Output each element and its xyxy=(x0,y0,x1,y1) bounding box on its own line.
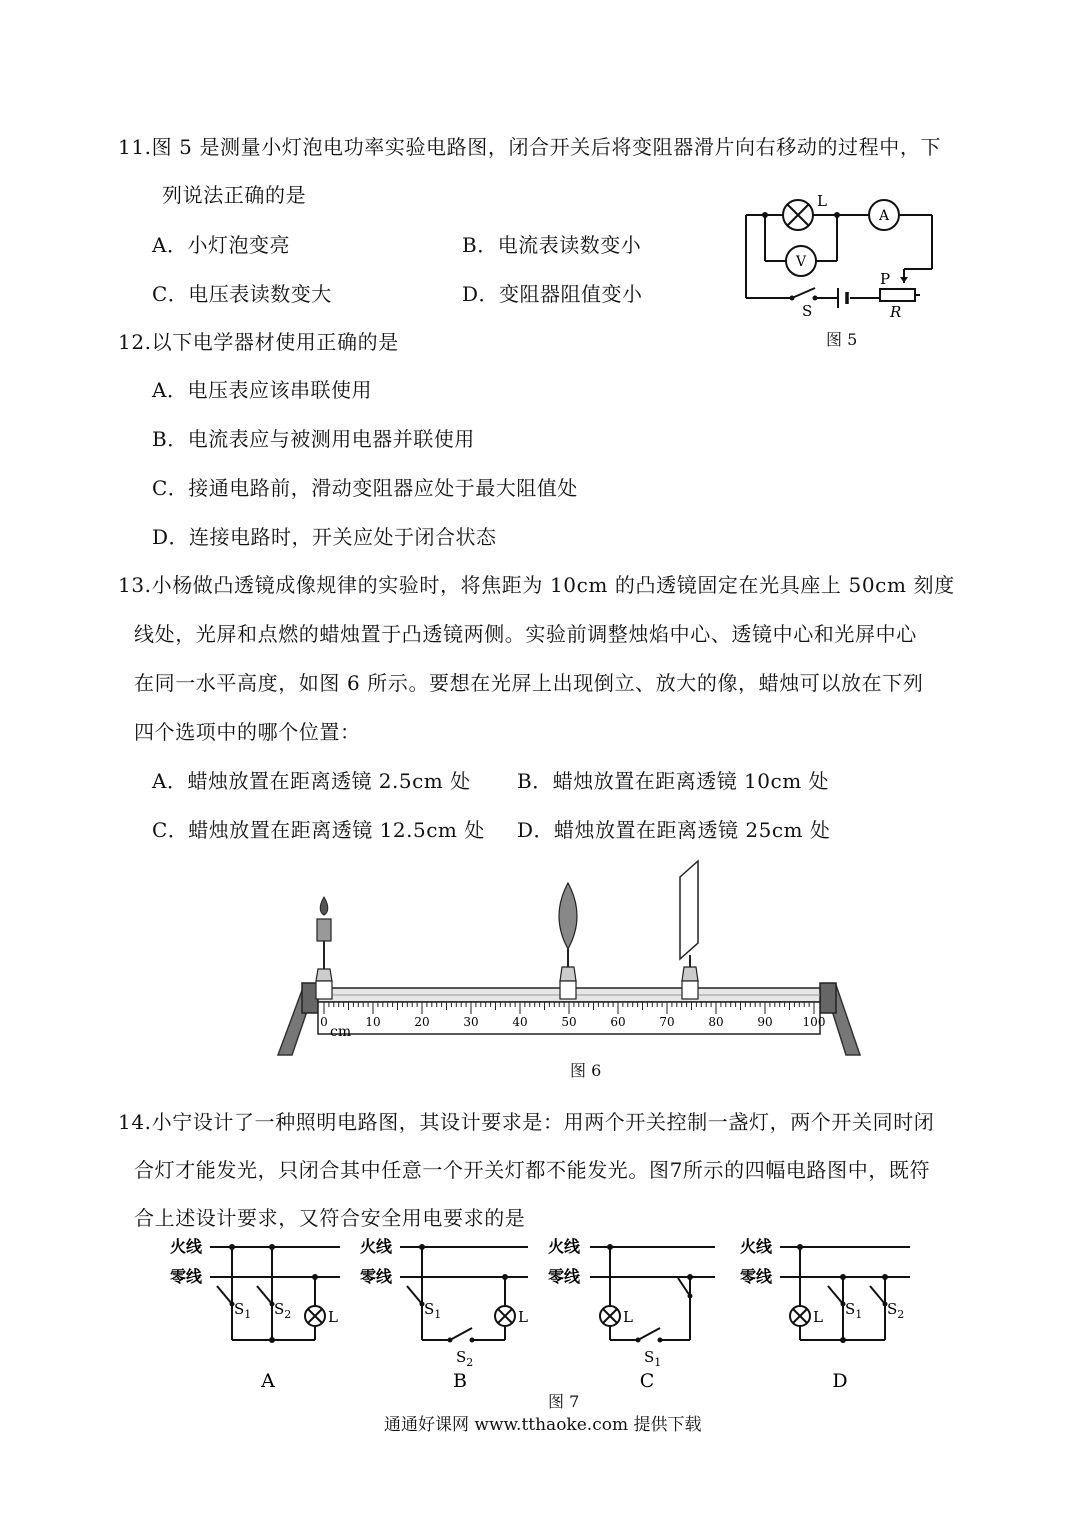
fig7-a-s1: $S_1$ xyxy=(234,1300,252,1321)
scale-label: 40 xyxy=(512,1015,528,1029)
scale-label: 60 xyxy=(610,1015,626,1029)
q13-option-c: C．蜡烛放置在距离透镜 12.5cm 处 xyxy=(152,818,485,842)
q14-stem-line3: 合上述设计要求，又符合安全用电要求的是 xyxy=(134,1206,526,1230)
q11-stem-line1: 11.图 5 是测量小灯泡电功率实验电路图，闭合开关后将变阻器滑片向右移动的过程中，下 xyxy=(118,135,942,159)
fig7-d-neutral-label: 零线 xyxy=(740,1267,773,1286)
scale-label: 90 xyxy=(757,1015,773,1029)
scale-label: 10 xyxy=(365,1015,381,1029)
q13-stem-line3: 在同一水平高度，如图 6 所示。要想在光屏上出现倒立、放大的像，蜡烛可以放在下列 xyxy=(134,671,924,695)
q13-stem-line1: 13.小杨做凸透镜成像规律的实验时，将焦距为 10cm 的凸透镜固定在光具座上 50cm 刻度 xyxy=(118,573,955,597)
q12-option-d: D．连接电路时，开关应处于闭合状态 xyxy=(152,525,497,549)
q13-stem-line2: 线处，光屏和点燃的蜡烛置于凸透镜两侧。实验前调整烛焰中心、透镜中心和光屏中心 xyxy=(134,622,917,646)
fig7-b-live-label: 火线 xyxy=(360,1237,393,1256)
figure-6-caption: 图 6 xyxy=(570,1061,602,1080)
scale-label: 30 xyxy=(463,1015,479,1029)
q11-option-b: B．电流表读数变小 xyxy=(462,233,642,257)
convex-lens-icon xyxy=(559,883,577,999)
fig5-slider-label: P xyxy=(880,270,891,288)
fig5-voltmeter-label: V xyxy=(795,254,807,270)
q13-option-b: B．蜡烛放置在距离透镜 10cm 处 xyxy=(517,769,830,793)
q11-stem-line2: 列说法正确的是 xyxy=(162,183,307,207)
fig7-a-neutral-label: 零线 xyxy=(170,1267,203,1286)
fig7-c-live-label: 火线 xyxy=(548,1237,581,1256)
fig7-b-s2: $S_2$ xyxy=(456,1348,474,1369)
fig7-panel-b-label: B xyxy=(453,1370,467,1392)
fig7-panel-d-label: D xyxy=(832,1370,848,1392)
figure-6-optical-bench xyxy=(270,855,870,1065)
fig7-d-live-label: 火线 xyxy=(740,1237,773,1256)
q13-stem-line4: 四个选项中的哪个位置： xyxy=(134,720,361,744)
q11-option-c: C．电压表读数变大 xyxy=(152,282,332,306)
scale-label: 20 xyxy=(414,1015,430,1029)
fig7-c-s1: $S_1$ xyxy=(644,1348,662,1369)
fig7-b-s1: $S_1$ xyxy=(424,1300,442,1321)
figure-7-caption: 图 7 xyxy=(548,1392,580,1411)
lamp-d-icon xyxy=(790,1306,810,1326)
scale-label: 80 xyxy=(708,1015,724,1029)
fig5-switch-label: S xyxy=(802,302,813,320)
q12-option-a: A．电压表应该串联使用 xyxy=(152,378,372,402)
light-screen-icon xyxy=(680,861,698,999)
fig7-panel-a-label: A xyxy=(261,1370,275,1392)
fig6-unit-label: cm xyxy=(330,1024,352,1040)
candle-icon xyxy=(316,897,332,999)
fig7-a-live-label: 火线 xyxy=(170,1237,203,1256)
fig7-b-neutral-label: 零线 xyxy=(360,1267,393,1286)
q11-option-d: D．变阻器阻值变小 xyxy=(462,282,643,306)
figure-7-circuits xyxy=(160,1234,930,1394)
lamp-icon xyxy=(783,200,813,230)
fig5-ammeter-label: A xyxy=(878,208,890,224)
footer-source: 通通好课网 www.tthaoke.com 提供下载 xyxy=(384,1415,702,1435)
fig7-d-s2: $S_2$ xyxy=(887,1300,905,1321)
fig7-a-s2: $S_2$ xyxy=(274,1300,292,1321)
fig7-c-lamp-label: L xyxy=(623,1308,633,1326)
fig7-panel-c-label: C xyxy=(639,1370,655,1392)
q12-option-b: B．电流表应与被测用电器并联使用 xyxy=(152,427,475,451)
fig7-c-neutral-label: 零线 xyxy=(548,1267,581,1286)
fig7-b-lamp-label: L xyxy=(518,1308,528,1326)
lamp-a-icon xyxy=(305,1306,325,1326)
scale-label: 0 xyxy=(320,1015,328,1029)
scale-label: 100 xyxy=(802,1015,826,1029)
scale-label: 50 xyxy=(561,1015,577,1029)
figure-5-caption: 图 5 xyxy=(826,330,858,349)
q11-option-a: A．小灯泡变亮 xyxy=(152,233,290,257)
q12-option-c: C．接通电路前，滑动变阻器应处于最大阻值处 xyxy=(152,476,578,500)
fig5-resistor-label: R xyxy=(890,303,902,321)
scale-label: 70 xyxy=(659,1015,675,1029)
q12-stem: 12.以下电学器材使用正确的是 xyxy=(118,330,399,354)
q13-option-d: D．蜡烛放置在距离透镜 25cm 处 xyxy=(517,818,831,842)
lamp-c-icon xyxy=(600,1306,620,1326)
fig5-lamp-label: L xyxy=(817,192,827,210)
q14-stem-line1: 14.小宁设计了一种照明电路图，其设计要求是：用两个开关控制一盏灯，两个开关同时闭 xyxy=(118,1110,935,1134)
fig7-a-lamp-label: L xyxy=(328,1308,338,1326)
fig7-d-lamp-label: L xyxy=(813,1308,823,1326)
q13-option-a: A．蜡烛放置在距离透镜 2.5cm 处 xyxy=(152,769,471,793)
q14-stem-line2: 合灯才能发光，只闭合其中任意一个开关灯都不能发光。图7所示的四幅电路图中，既符 xyxy=(134,1158,931,1182)
fig7-d-s1: $S_1$ xyxy=(845,1300,863,1321)
rheostat-icon xyxy=(880,289,915,301)
lamp-b-icon xyxy=(495,1306,515,1326)
